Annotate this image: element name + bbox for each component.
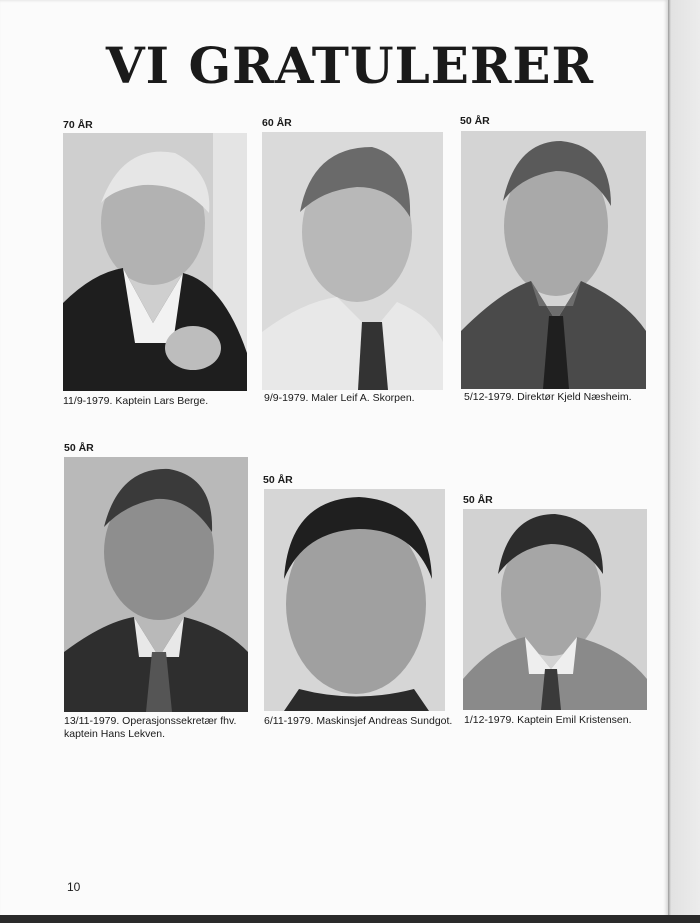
caption-2: 9/9-1979. Maler Leif A. Skorpen. [264,392,415,404]
caption-4-line-1: 13/11-1979. Operasjonssekretær fhv. [64,715,237,727]
page-edge [668,0,700,923]
caption-5: 6/11-1979. Maskinsjef Andreas Sundgot. [264,715,453,727]
person-silhouette-icon [262,132,443,390]
person-silhouette-icon [461,131,646,389]
age-label-5: 50 ÅR [263,474,293,486]
portrait-photo-3 [461,131,646,389]
caption-1: 11/9-1979. Kaptein Lars Berge. [63,395,209,407]
portrait-photo-5 [264,489,445,711]
person-silhouette-icon [264,489,445,711]
portrait-photo-6 [463,509,647,710]
portrait-photo-4 [64,457,248,712]
age-label-6: 50 ÅR [463,494,493,506]
age-label-3: 50 ÅR [460,115,490,127]
caption-6: 1/12-1979. Kaptein Emil Kristensen. [464,714,632,726]
bottom-edge [0,915,700,923]
person-silhouette-icon [463,509,647,710]
age-label-4: 50 ÅR [64,442,94,454]
person-silhouette-icon [63,133,247,391]
caption-4-line-2: kaptein Hans Lekven. [64,728,165,740]
portrait-photo-1 [63,133,247,391]
age-label-2: 60 ÅR [262,117,292,129]
age-label-1: 70 ÅR [63,119,93,131]
person-silhouette-icon [64,457,248,712]
page-title: VI GRATULERER [105,36,595,95]
caption-3: 5/12-1979. Direktør Kjeld Næsheim. [464,391,632,403]
page-number: 10 [67,880,81,894]
portrait-photo-2 [262,132,443,390]
